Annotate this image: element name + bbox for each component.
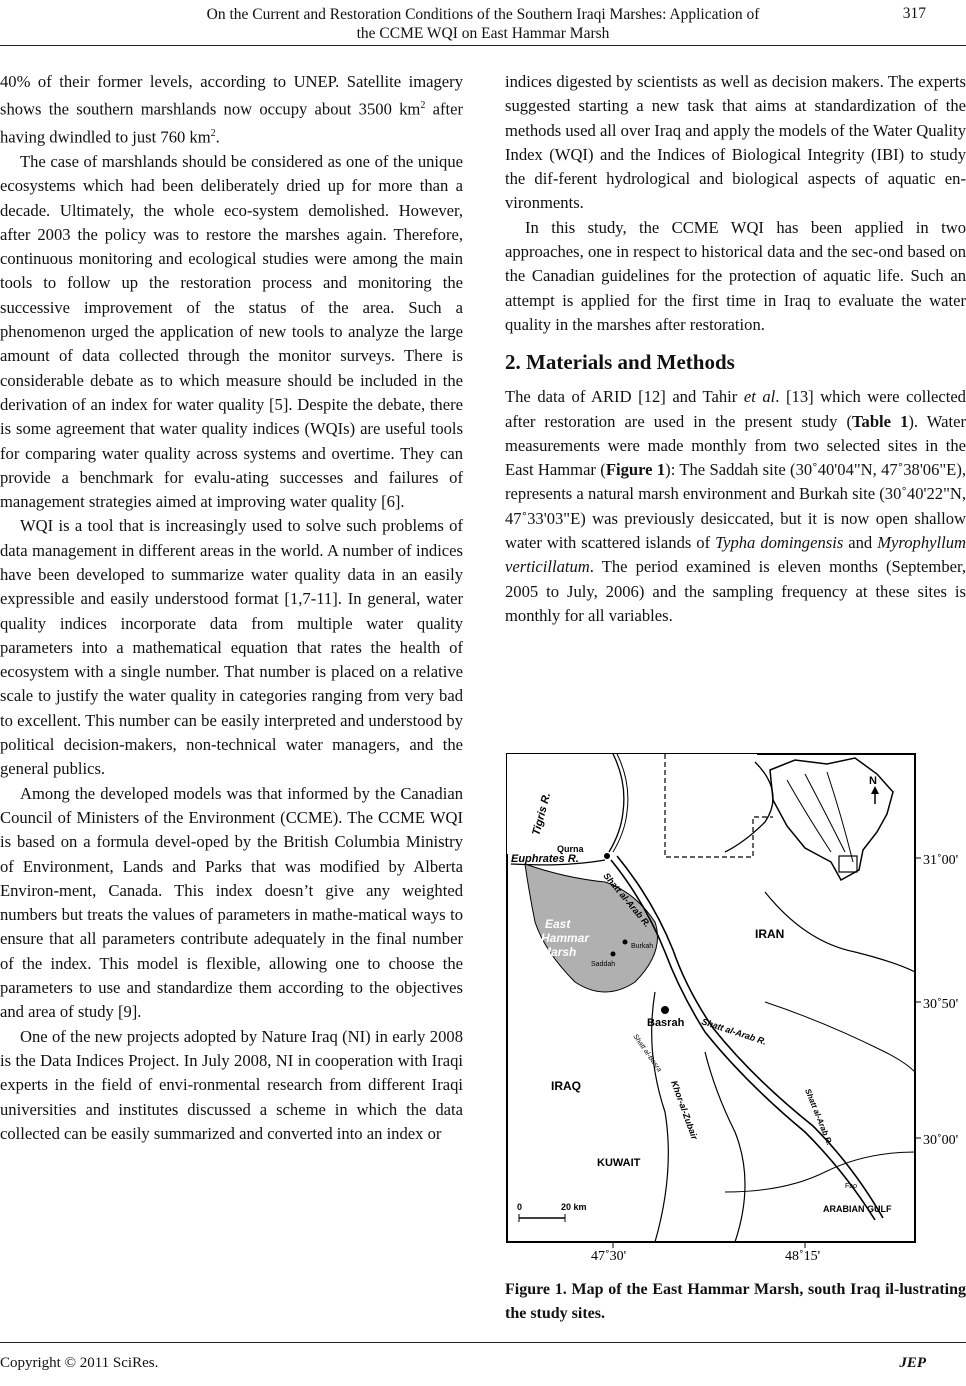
left-column	[0, 70, 463, 1146]
journal-abbreviation: JEP	[899, 1355, 926, 1371]
figure-reference[interactable]: Figure 1	[605, 460, 666, 480]
basrah-marker	[661, 1006, 669, 1014]
map-label-shatt-al-arab-2: Shatt al-Arab R.	[700, 1016, 768, 1047]
paragraph: 40% of their former levels, according to UNEP. Satellite imagery shows the southern marshlands now occupy about 3500 $km^2$ after having dwindled to just 760 $km^2$.	[0, 72, 463, 147]
longitude-label: 48˚15'	[785, 1249, 821, 1262]
map-label-iraq: IRAQ	[551, 1079, 581, 1093]
study-area-map	[505, 752, 966, 1262]
svg-text:N: N	[869, 775, 877, 787]
latitude-label: 30˚50'	[923, 997, 959, 1012]
map-label-shatt-al-arab-3: Shatt al-Arab R.	[803, 1087, 834, 1147]
paragraph: One of the new projects adopted by Nature Iraq (NI) in early 2008 is the Data Indices Project. In July 2008, NI in cooperation with Iraqi experts in the field of envi-ronmental research from different Iraqi universities and institutes discussed a scheme in which the data collected can be easily summarized and converted into an index or	[0, 1026, 463, 1143]
burkah-site-marker	[623, 940, 628, 945]
copyright-notice: Copyright © 2011 SciRes.	[0, 1355, 159, 1371]
map-label-euphrates: Euphrates R.	[511, 853, 579, 865]
map-label-saddah: Saddah	[591, 961, 616, 968]
map-label-iran: IRAN	[755, 927, 785, 941]
latitude-label: 30˚00'	[923, 1133, 959, 1148]
paragraph: indices digested by scientists as well as decision makers. The experts suggested starting a new task that aims at standardization of the methods used all over Iraq and apply the models of the Water Quality Index (WQI) and the Indices of Biological Integrity (IBI) to study the dif-ferent hydrological and biological aspects of aquatic en-vironments.	[505, 72, 966, 213]
paragraph: WQI is a tool that is increasingly used to solve such problems of data management in different areas in the world. A number of indices have been developed to summarize water quality data in an easily expressible and easily understood format [1,7-11]. In general, water quality indices incorporate data from multiple water quality parameters into a mathematical equation that rates the health of ecosystem with a single number. That number is placed on a relative scale to justify the water quality in categories ranging from very bad to excellent. This number can be easily interpreted and understood by political decision-makers, non-technical water managers, and the general publics.	[0, 516, 463, 779]
map-label-qurna: Qurna	[557, 844, 584, 854]
longitude-label: 47˚30'	[591, 1249, 627, 1262]
map-label-burkah: Burkah	[631, 943, 654, 950]
map-label-arabian-gulf: ARABIAN GULF	[823, 1204, 892, 1214]
figure-caption: Figure 1. Map of the East Hammar Marsh, south Iraq il-lustrating the study sites.	[505, 1281, 966, 1322]
map-label-fao: Fao	[845, 1183, 858, 1190]
header-title: On the Current and Restoration Conditions of the Southern Iraqi Marshes: Application of the CCME WQI on East Hammar Marsh	[206, 6, 760, 42]
paragraph: In this study, the CCME WQI has been applied in two approaches, one in respect to historical data and the sec-ond based on the Canadian guidelines for the protection of aquatic life. Such an attempt is applied for the first time in Iraq to evaluate the water quality in the marshes after restoration.	[505, 217, 966, 334]
map-label-marsh: Marsh	[541, 945, 577, 959]
map-label-khor-al-zubair: Khor-al-Zubair	[669, 1079, 700, 1141]
right-column	[505, 70, 966, 628]
map-label-basrah: Basrah	[647, 1017, 685, 1029]
page-number: 317	[902, 5, 926, 22]
map-label-tigris: Tigris R.	[530, 791, 554, 837]
map-label-east: East	[545, 917, 571, 931]
paragraph: The data of ARID [12] and Tahir et al. [13] which were collected after restoration are used in the present study (Table 1). Water measurements were made monthly from two selected sites in the East Hammar (Figure 1): The Saddah site (30˚40'04"N, 47˚38'06"E), represents a natural marsh environment and Burkah site (30˚40'22"N, 47˚33'03"E) was previously desiccated, but it is now open shallow water with scattered islands of Typha domingensis and Myrophyllum verticillatum. The period examined is eleven months (September, 2005 to July, 2006) and the sampling frequency at these sites is monthly for all variables.	[505, 387, 966, 625]
map-label-shatt-al-basra: Shatt al-Basra	[631, 1033, 663, 1074]
header-divider	[0, 45, 966, 46]
saddah-site-marker	[611, 952, 616, 957]
footer-divider	[0, 1342, 966, 1343]
paragraph: Among the developed models was that informed by the Canadian Council of Ministers of the Environment (CCME). The CCME WQI is based on a formula devel-oped by the British Columbia Ministry of Environment, Lands and Parks that was modified by Alberta Environ-ment, Canada. This index doesn’t give any weighted numbers but treats the values of parameters in mathe-matical ways to ensure that all parameters contribute adequately in the final number of the index. This model is flexible, allowing one to choose the parameters to use and standardize them according to the objectives and area of study [9].	[0, 783, 463, 1022]
paragraph: The case of marshlands should be considered as one of the unique ecosystems which had been deliberately dried up for more than a decade. Ultimately, the whole eco-system demolished. However, after 2003 the policy was to restore the marshes again. Therefore, continuous monitoring and ecological studies were among the main tools to follow up the restoration process and monitoring the successive improvement of the status of the area. Such a phenomenon urged the application of new tools to analyze the large amount of data collected through the monitor surveys. There is considerable debate as to which measure should be included in the derivation of an index for water quality [5]. Despite the debate, there is some agreement that water quality indices (WQIs) are useful tools for comparing water quality across systems and overtime. They can provide a benchmark for evalu-ating successes and failures of management strategies aimed at improving water quality [6].	[0, 151, 463, 512]
map-label-hammar: Hammar	[541, 931, 590, 945]
map-label-kuwait: KUWAIT	[597, 1157, 641, 1169]
latitude-label: 31˚00'	[923, 853, 959, 868]
svg-text:20 km: 20 km	[561, 1202, 587, 1212]
svg-text:0: 0	[517, 1202, 523, 1212]
table-reference[interactable]: Table 1	[851, 411, 909, 431]
map-label-shatt-al-arab: Shatt al-Arab R.	[601, 870, 653, 930]
section-heading: 2. Materials and Methods	[505, 350, 735, 375]
